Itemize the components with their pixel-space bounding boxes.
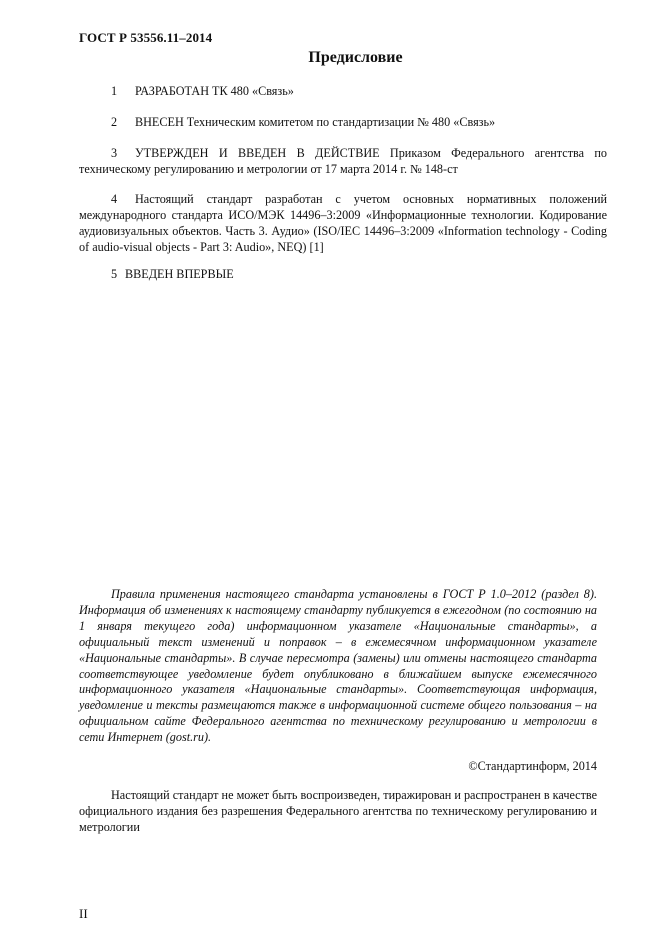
item-number: 3 bbox=[111, 146, 118, 160]
page-number: II bbox=[79, 906, 88, 921]
foreword-item-3 bbox=[79, 145, 607, 177]
foreword-item-1 bbox=[79, 83, 607, 99]
foreword-item-2 bbox=[79, 114, 607, 130]
item-text: ВНЕСЕН Техническим комитетом по стандартизации № 480 «Связь» bbox=[135, 115, 496, 129]
reproduction-restriction: Настоящий стандарт не может быть воспроизведен, тиражирован и распространен в качестве официального издания без разрешения Федерального агентства по техническому регулированию и метрологии bbox=[79, 788, 597, 834]
item-text: Настоящий стандарт разработан с учетом основных нормативных положений международного стандарта ИСО/МЭК 14496–3:2009 «Информационные технологии. Кодирование аудиовизуальных объектов. Часть 3. Аудио» (ISO/IEC 14496–3:2009 «Information technology - Coding of audio-visual objects - Part 3: Audio», NEQ) [1] bbox=[79, 192, 607, 254]
standard-usage-notice: Правила применения настоящего стандарта установлены в ГОСТ Р 1.0–2012 (раздел 8). Информация об изменениях к настоящему стандарту публикуется в ежегодном (по состоянию на 1 января текущего года) информационном указателе «Национальные стандарты», а официальный текст изменений и поправок – в ежемесячном информационном указателе «Национальные стандарты». В случае пересмотра (замены) или отмены настоящего стандарта соответствующее уведомление будет опубликовано в ближайшем выпуске ежемесячного информационного указателя «Национальные стандарты». Соответствующая информация, уведомление и тексты размещаются также в информационной системе общего пользования – на официальном сайте Федерального агентства по техническому регулированию и метрологии в сети Интернет (gost.ru). bbox=[79, 587, 597, 745]
item-number: 5 bbox=[111, 267, 118, 281]
document-code-header: ГОСТ Р 53556.11–2014 bbox=[79, 30, 213, 45]
item-number: 4 bbox=[111, 192, 118, 206]
item-number: 1 bbox=[111, 84, 118, 98]
foreword-item-5 bbox=[79, 266, 607, 282]
copyright-line: ©Стандартинформ, 2014 bbox=[468, 759, 597, 773]
item-text: ВВЕДЕН ВПЕРВЫЕ bbox=[125, 267, 234, 281]
page-title: Предисловие bbox=[308, 49, 403, 66]
item-text: УТВЕРЖДЕН И ВВЕДЕН В ДЕЙСТВИЕ Приказом Федерального агентства по техническому регулированию и метрологии от 17 марта 2014 г. № 148-ст bbox=[79, 146, 607, 176]
item-text: РАЗРАБОТАН ТК 480 «Связь» bbox=[135, 84, 294, 98]
item-number: 2 bbox=[111, 115, 118, 129]
foreword-item-4 bbox=[79, 191, 607, 255]
